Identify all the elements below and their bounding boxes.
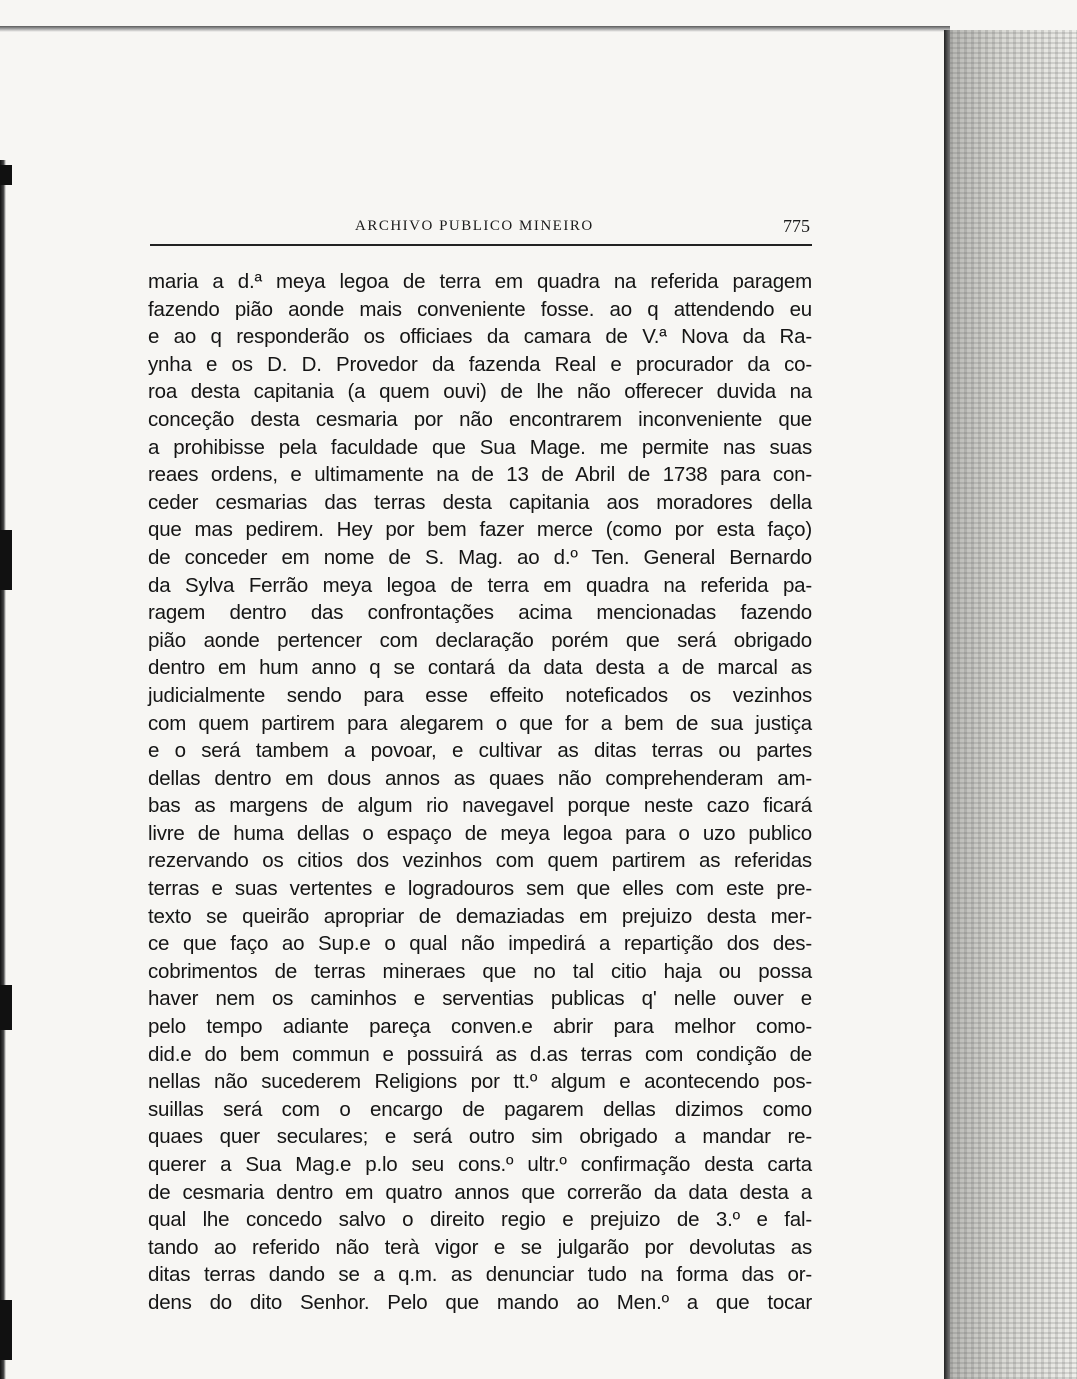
text-line: did.e do bem commun e possuirá as d.as terras com condição de [148, 1042, 812, 1066]
text-line: texto se queirão apropriar de demaziadas em prejuizo desta mer- [148, 904, 812, 928]
text-line: qual lhe concedo salvo o direito regio e prejuizo de 3.º e fal- [148, 1208, 812, 1232]
text-line: terras e suas vertentes e logradouros sem que elles com este pre- [148, 877, 812, 901]
text-line: ceder cesmarias das terras desta capitania aos moradores della [148, 490, 812, 514]
text-line: pião aonde pertencer com declaração porém que será obrigado [148, 628, 812, 652]
text-line: que mas pedirem. Hey por bem fazer merce (como por esta faço) [148, 518, 812, 542]
text-line: roa desta capitania (a quem ouvi) de lhe não offerecer duvida na [148, 380, 812, 404]
text-line: quaes quer seculares; e será outro sim obrigado a mandar re- [148, 1125, 812, 1149]
text-line: nellas não sucederem Religions por tt.º algum e acontecendo pos- [148, 1070, 812, 1094]
body-text [148, 268, 812, 1317]
text-line: a prohibisse pela faculdade que Sua Mage. me permite nas suas [148, 435, 812, 459]
text-line: de conceder em nome de S. Mag. ao d.º Ten. General Bernardo [148, 545, 812, 569]
running-head-title: ARCHIVO PUBLICO MINEIRO [355, 218, 594, 234]
text-line: suillas será com o encargo de pagarem dellas dizimos como [148, 1097, 812, 1121]
text-line: ce que faço ao Sup.e o qual não impedirá a repartição dos des- [148, 932, 812, 956]
text-line: dens do dito Senhor. Pelo que mando ao Men.º a que tocar [148, 1290, 812, 1314]
left-edge-mark [0, 165, 12, 185]
running-head [150, 214, 812, 246]
left-edge-mark [0, 1300, 12, 1360]
left-edge-mark [0, 985, 12, 1030]
text-line: e ao q responderão os officiaes da camara de V.ª Nova da Ra- [148, 325, 812, 349]
left-edge-mark [0, 530, 12, 590]
text-line: da Sylva Ferrão meya legoa de terra em quadra na referida pa- [148, 573, 812, 597]
page-top-edge [0, 26, 950, 32]
text-line: dellas dentro em dous annos as quaes não comprehenderam am- [148, 766, 812, 790]
text-line: reaes ordens, e ultimamente na de 13 de Abril de 1738 para con- [148, 463, 812, 487]
text-line: livre de huma dellas o espaço de meya legoa para o uzo publico [148, 821, 812, 845]
text-line: bas as margens de algum rio navegavel porque neste cazo ficará [148, 794, 812, 818]
text-line: haver nem os caminhos e serventias publicas q' nelle ouver e [148, 987, 812, 1011]
text-line: com quem partirem para alegarem o que for a bem de sua justiça [148, 711, 812, 735]
text-line: cobrimentos de terras mineraes que no tal citio haja ou possa [148, 959, 812, 983]
text-line: ragem dentro das confrontações acima mencionadas fazendo [148, 601, 812, 625]
text-line: fazendo pião aonde mais conveniente fosse. ao q attendendo eu [148, 297, 812, 321]
text-line: querer a Sua Mag.e p.lo seu cons.º ultr.º confirmação desta carta [148, 1153, 812, 1176]
text-line: maria a d.ª meya legoa de terra em quadra na referida paragem [148, 270, 812, 293]
text-line: de cesmaria dentro em quatro annos que correrão da data desta a [148, 1180, 812, 1204]
text-line: dentro em hum anno q se contará da data desta a de marcal as [148, 656, 812, 680]
text-line: ynha e os D. D. Provedor da fazenda Real e procurador da co- [148, 352, 812, 376]
text-line: rezervando os citios dos vezinhos com quem partirem as referidas [148, 849, 812, 873]
left-page-edge [0, 160, 6, 1379]
text-line: tando ao referido não terà vigor e se julgarão por devolutas as [148, 1235, 812, 1259]
adjacent-page-margin [950, 30, 1077, 1379]
text-line: conceção desta cesmaria por não encontrarem inconveniente que [148, 407, 812, 431]
text-line: e o será tambem a povoar, e cultivar as ditas terras ou partes [148, 739, 812, 763]
text-line: judicialmente sendo para esse effeito noteficados os vezinhos [148, 683, 812, 707]
text-line: ditas terras dando se a q.m. as denunciar tudo na forma das or- [148, 1263, 812, 1287]
text-line: pelo tempo adiante pareça conven.e abrir para melhor como- [148, 1015, 812, 1039]
page-number: 775 [783, 216, 810, 236]
